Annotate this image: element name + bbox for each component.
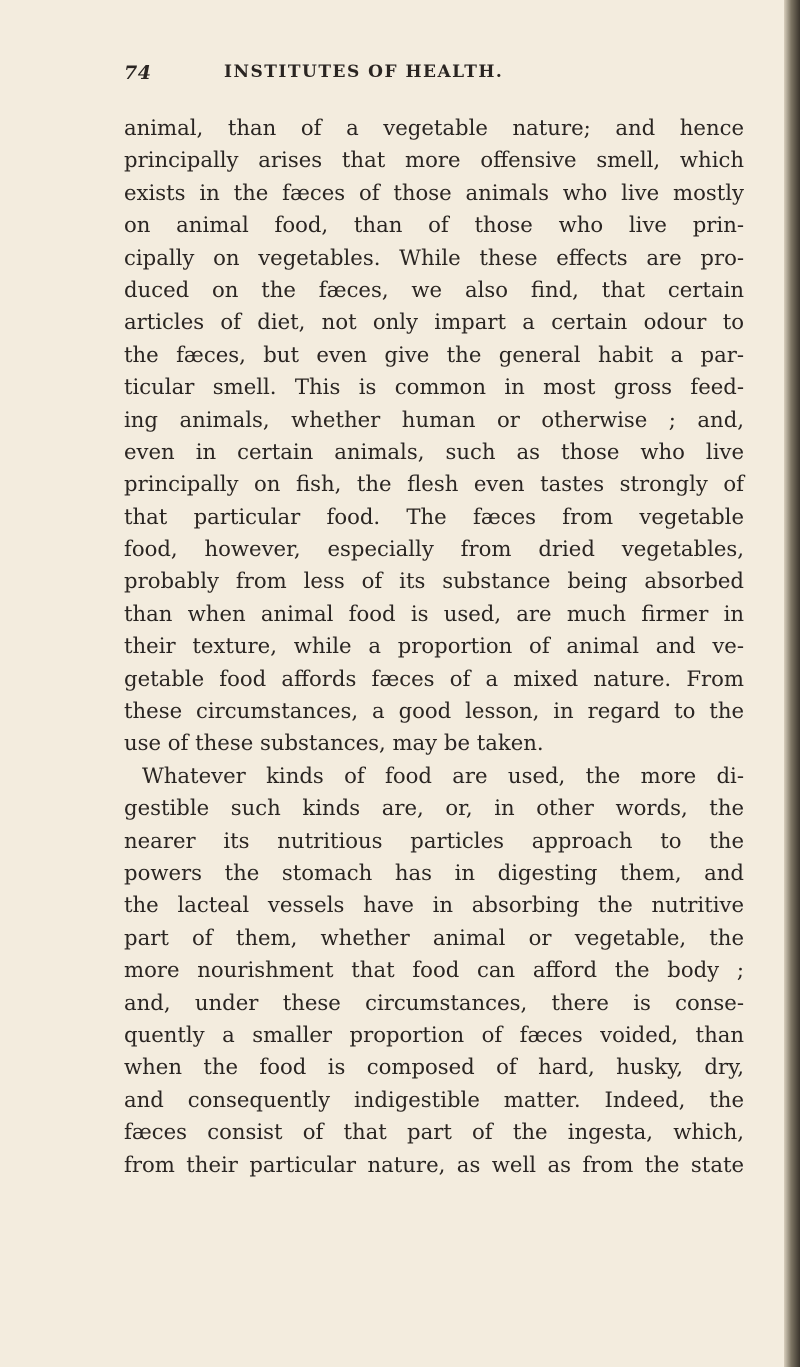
text-line: articles of diet, not only impart a certain odour to xyxy=(124,309,744,335)
text-line: from their particular nature, as well as from the state xyxy=(124,1151,744,1177)
text-line: on animal food, than of those who live prin- xyxy=(124,212,744,238)
text-line: principally arises that more offensive smell, which xyxy=(124,147,744,173)
text-line: getable food affords fæces of a mixed nature. From xyxy=(124,665,744,691)
running-head: INSTITUTES OF HEALTH. xyxy=(224,62,504,82)
binding-edge xyxy=(784,0,800,1367)
text-line: exists in the fæces of those animals who live mostly xyxy=(124,179,744,205)
text-line: ing animals, whether human or otherwise ; and, xyxy=(124,406,744,432)
text-line: quently a smaller proportion of fæces voided, than xyxy=(124,1021,744,1047)
text-line: food, however, especially from dried vegetables, xyxy=(124,536,744,562)
text-line: ticular smell. This is common in most gross feed- xyxy=(124,374,744,400)
text-line: duced on the fæces, we also find, that certain xyxy=(124,276,744,302)
text-line: than when animal food is used, are much firmer in xyxy=(124,600,744,626)
text-line: and consequently indigestible matter. Indeed, the xyxy=(124,1086,744,1112)
page-number: 74 xyxy=(124,62,152,84)
text-line: gestible such kinds are, or, in other words, the xyxy=(124,795,744,821)
text-line: when the food is composed of hard, husky, dry, xyxy=(124,1054,744,1080)
text-line: their texture, while a proportion of animal and ve- xyxy=(124,633,744,659)
body-text xyxy=(124,112,744,1181)
text-line: probably from less of its substance being absorbed xyxy=(124,568,744,594)
text-line: the fæces, but even give the general habit a par- xyxy=(124,341,744,367)
page-header xyxy=(124,62,684,88)
text-line: more nourishment that food can afford the body ; xyxy=(124,957,744,983)
text-line: fæces consist of that part of the ingesta, which, xyxy=(124,1119,744,1145)
text-line: the lacteal vessels have in absorbing the nutritive xyxy=(124,892,744,918)
text-line: part of them, whether animal or vegetable, the xyxy=(124,924,744,950)
text-line: cipally on vegetables. While these effects are pro- xyxy=(124,244,744,270)
text-line: animal, than of a vegetable nature; and hence xyxy=(124,115,744,140)
paragraph-start-line: Whatever kinds of food are used, the more di- xyxy=(142,762,744,788)
paragraph-end-line: use of these substances, may be taken. xyxy=(124,730,544,756)
text-line: that particular food. The fæces from vegetable xyxy=(124,503,744,529)
text-line: principally on fish, the flesh even tastes strongly of xyxy=(124,471,744,497)
text-line: powers the stomach has in digesting them, and xyxy=(124,859,744,885)
text-line: and, under these circumstances, there is conse- xyxy=(124,989,744,1015)
text-line: these circumstances, a good lesson, in regard to the xyxy=(124,698,744,724)
text-line: even in certain animals, such as those who live xyxy=(124,438,744,464)
text-line: nearer its nutritious particles approach to the xyxy=(124,827,744,853)
